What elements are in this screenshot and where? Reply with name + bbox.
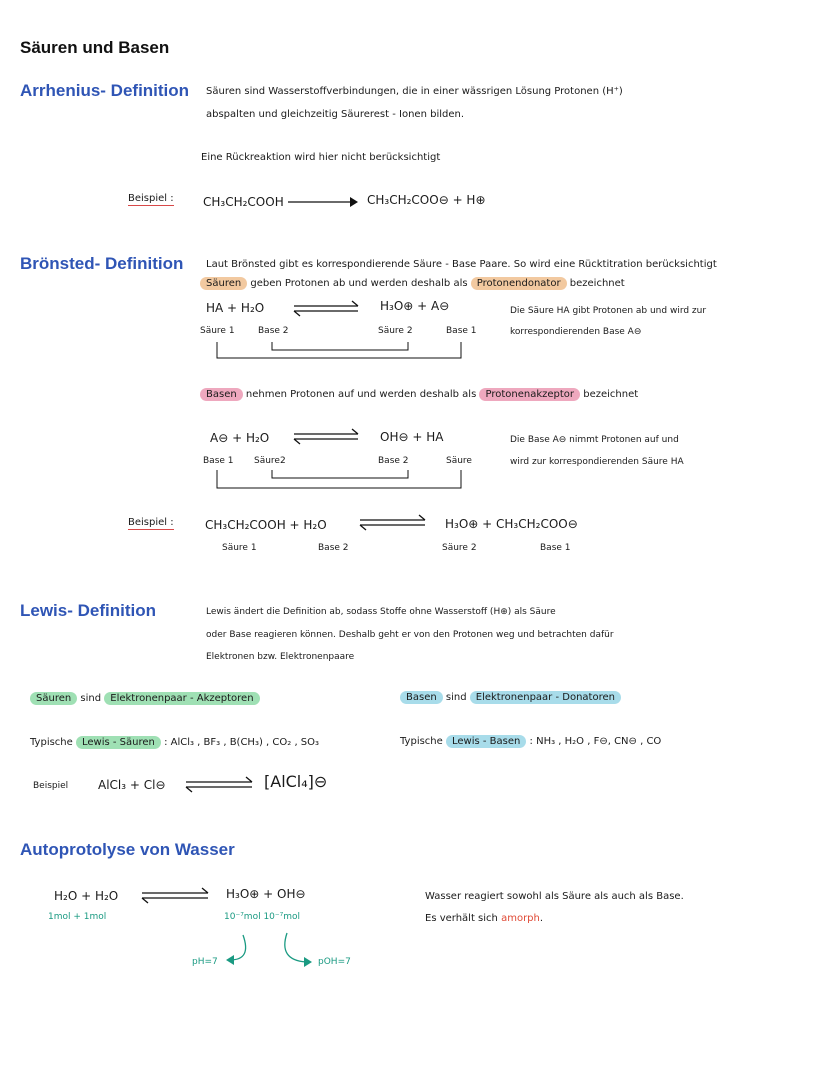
pair-bracket-inner-2	[272, 470, 408, 478]
lewis-acids-sind: sind	[80, 693, 102, 704]
typical-lewis-bases	[400, 736, 661, 747]
lewis-line-3: Elektronen bzw. Elektronenpaare	[206, 652, 355, 662]
eq1-left: HA + H₂O	[206, 301, 265, 315]
acids-highlight: Säuren	[200, 277, 247, 290]
auto-mol-left: 1mol + 1mol	[48, 912, 107, 922]
eq2-label-3: Base 2	[378, 456, 409, 466]
eq2-left: A⊖ + H₂O	[210, 431, 270, 445]
eq1-label-3: Säure 2	[378, 326, 413, 336]
lewis-example-left: AlCl₃ + Cl⊖	[98, 778, 166, 792]
typical-label-bases: Typische	[400, 736, 443, 747]
auto-mol-right: 10⁻⁷mol 10⁻⁷mol	[224, 912, 301, 922]
lewis-bases-sind: sind	[445, 692, 467, 703]
lewis-line-2: oder Base reagieren können. Deshalb geht er von den Protonen weg und betrachten dafür	[206, 630, 614, 640]
acids-text-1: geben Protonen ab und werden deshalb als	[250, 278, 468, 289]
amorph-word: amorph	[501, 913, 540, 924]
eq3-right: H₃O⊕ + CH₃CH₂COO⊖	[445, 517, 578, 531]
bronsted-heading: Brönsted- Definition	[20, 254, 184, 273]
page-title: Säuren und Basen	[20, 38, 170, 57]
lewis-acids-tag: Lewis - Säuren	[76, 736, 161, 749]
auto-text-1: Wasser reagiert sowohl als Säure als auch als Base.	[425, 891, 684, 902]
arrhenius-line-1: Säuren sind Wasserstoffverbindungen, die in einer wässrigen Lösung Protonen (H⁺)	[206, 86, 623, 97]
eq3-label-3: Säure 2	[442, 543, 477, 553]
auto-text-2	[425, 913, 543, 924]
ph-value: pH=7	[192, 957, 218, 967]
lewis-bases-list: : NH₃ , H₂O , F⊖, CN⊖ , CO	[529, 736, 662, 747]
bases-text-2: bezeichnet	[583, 389, 639, 400]
arrhenius-line-2: abspalten und gleichzeitig Säurerest - Ionen bilden.	[206, 109, 465, 120]
eq3-left: CH₃CH₂COOH + H₂O	[205, 518, 327, 532]
eq1-label-4: Base 1	[446, 326, 477, 336]
lewis-example-label: Beispiel	[33, 781, 69, 791]
lewis-bases-highlight: Basen	[400, 691, 443, 704]
eq3-label-2: Base 2	[318, 543, 349, 553]
typical-label-acids: Typische	[30, 737, 73, 748]
eq2-label-2: Säure2	[254, 456, 286, 466]
arrhenius-heading: Arrhenius- Definition	[20, 81, 190, 100]
equilibrium-arrow-3	[360, 515, 425, 530]
arrow-head	[350, 197, 358, 207]
lewis-acids-list: : AlCl₃ , BF₃ , B(CH₃) , CO₂ , SO₃	[164, 737, 320, 748]
note1-line-2: korrespondierenden Base A⊖	[510, 327, 642, 337]
arrhenius-example-label: Beispiel :	[128, 193, 174, 204]
lewis-example-right: [AlCl₄]⊖	[264, 772, 328, 791]
lewis-bases-row	[400, 692, 621, 703]
equilibrium-arrow-2	[294, 429, 358, 444]
eq3-label-4: Base 1	[540, 543, 571, 553]
auto-text-2a: Es verhält sich	[425, 913, 498, 924]
eq3-label-1: Säure 1	[222, 543, 257, 553]
equilibrium-arrow-4	[186, 777, 252, 792]
lewis-acids-row	[30, 693, 260, 704]
arrhenius-line-3: Eine Rückreaktion wird hier nicht berücksichtigt	[201, 152, 441, 163]
arrhenius-eq-right: CH₃CH₂COO⊖ + H⊕	[367, 193, 486, 207]
eq1-right: H₃O⊕ + A⊖	[380, 299, 450, 313]
lewis-line-1: Lewis ändert die Definition ab, sodass Stoffe ohne Wasserstoff (H⊕) als Säure	[206, 607, 556, 617]
auto-text-2c: .	[539, 913, 544, 924]
lewis-bases-tag: Lewis - Basen	[446, 735, 526, 748]
arrhenius-eq-left: CH₃CH₂COOH	[203, 195, 284, 209]
note2-line-2: wird zur korrespondierenden Säure HA	[510, 457, 684, 467]
protonendonator-highlight: Protonendonator	[471, 277, 567, 290]
auto-eq-left: H₂O + H₂O	[54, 889, 119, 903]
eq1-label-1: Säure 1	[200, 326, 235, 336]
autoprotolyse-heading: Autoprotolyse von Wasser	[20, 840, 235, 859]
bronsted-acids-line	[200, 278, 625, 289]
eq2-label-4: Säure	[446, 456, 472, 466]
poh-arrow	[285, 933, 306, 962]
pair-bracket-outer-2	[217, 470, 461, 488]
eq2-right: OH⊖ + HA	[380, 430, 444, 444]
acids-text-2: bezeichnet	[569, 278, 625, 289]
lewis-heading: Lewis- Definition	[20, 601, 156, 620]
pair-bracket-inner-1	[272, 342, 408, 350]
eq1-label-2: Base 2	[258, 326, 289, 336]
note1-line-1: Die Säure HA gibt Protonen ab und wird zur	[510, 306, 707, 316]
electron-pair-donor-highlight: Elektronenpaar - Donatoren	[470, 691, 621, 704]
equilibrium-arrow-1	[294, 301, 358, 316]
bronsted-intro: Laut Brönsted gibt es korrespondierende Säure - Base Paare. So wird eine Rücktitration berücksichtigt	[206, 259, 717, 270]
bronsted-example-label: Beispiel :	[128, 517, 174, 528]
protonenakzeptor-highlight: Protonenakzeptor	[479, 388, 580, 401]
equilibrium-arrow-5	[142, 888, 208, 903]
electron-pair-acceptor-highlight: Elektronenpaar - Akzeptoren	[104, 692, 259, 705]
bases-text-1: nehmen Protonen auf und werden deshalb als	[245, 389, 477, 400]
note2-line-1: Die Base A⊖ nimmt Protonen auf und	[510, 435, 679, 445]
lewis-acids-highlight: Säuren	[30, 692, 77, 705]
eq2-label-1: Base 1	[203, 456, 234, 466]
auto-eq-right: H₃O⊕ + OH⊖	[226, 887, 306, 901]
poh-value: pOH=7	[318, 957, 351, 967]
typical-lewis-acids	[30, 737, 319, 748]
bronsted-bases-line	[200, 389, 638, 400]
bases-highlight: Basen	[200, 388, 243, 401]
